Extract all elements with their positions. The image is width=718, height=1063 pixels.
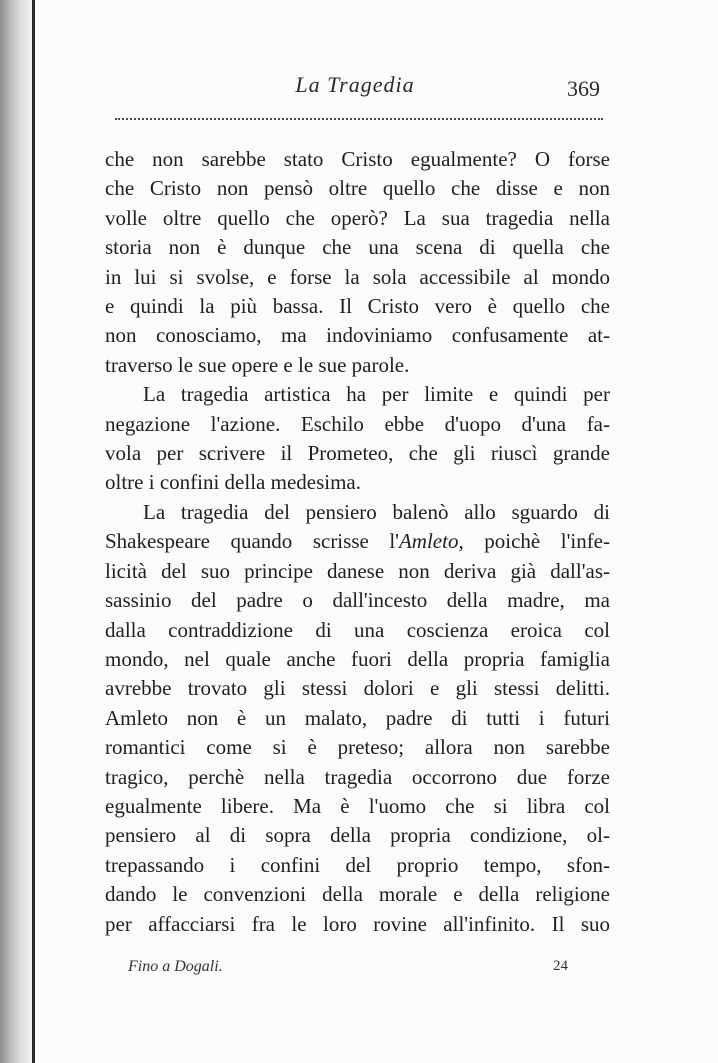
text-line: volle oltre quello che operò? La sua tragedia nella bbox=[105, 205, 610, 230]
text-line-paragraph-start: La tragedia artistica ha per limite e quindi per bbox=[143, 382, 610, 407]
body-text bbox=[105, 145, 610, 939]
text-line-paragraph-end: oltre i confini della medesima. bbox=[105, 470, 361, 495]
header-divider bbox=[115, 118, 603, 120]
text-line: sassinio del padre o dall'incesto della madre, ma bbox=[105, 588, 610, 613]
text-line: trepassando i confini del proprio tempo, sfon- bbox=[105, 852, 610, 877]
work-title-amleto: Amleto, bbox=[398, 529, 464, 554]
text-line: mondo, nel quale anche fuori della propria famiglia bbox=[105, 646, 610, 671]
text-line: e quindi la più bassa. Il Cristo vero è quello che bbox=[105, 294, 610, 319]
page-number: 369 bbox=[567, 76, 600, 101]
page-binding-shadow bbox=[0, 0, 36, 1063]
text-line: che Cristo non pensò oltre quello che disse e non bbox=[105, 176, 610, 201]
text-segment: Shakespeare quando scrisse l' bbox=[105, 529, 399, 554]
text-line: dalla contraddizione di una coscienza eroica col bbox=[105, 617, 610, 642]
page-footer bbox=[128, 958, 568, 982]
text-line: per affacciarsi fra le loro rovine all'infinito. Il suo bbox=[105, 911, 610, 936]
text-line: romantici come si è preteso; allora non sarebbe bbox=[105, 735, 610, 760]
text-segment: poichè l'infe- bbox=[463, 529, 610, 554]
text-line: vola per scrivere il Prometeo, che gli riuscì grande bbox=[105, 441, 610, 466]
text-line-paragraph-end: traverso le sue opere e le sue parole. bbox=[105, 352, 410, 377]
text-line: che non sarebbe stato Cristo egualmente? O forse bbox=[105, 147, 610, 171]
running-title: La Tragedia bbox=[295, 72, 415, 97]
text-line: storia non è dunque che una scena di quella che bbox=[105, 235, 610, 260]
text-line: in lui si svolse, e forse la sola accessibile al mondo bbox=[105, 264, 610, 289]
text-line: non conosciamo, ma indoviniamo confusamente at- bbox=[105, 323, 610, 348]
text-line: egualmente libere. Ma è l'uomo che si libra col bbox=[105, 793, 610, 818]
text-line: licità del suo principe danese non deriva già dall'as- bbox=[105, 558, 610, 583]
text-line: pensiero al di sopra della propria condizione, ol- bbox=[105, 823, 610, 848]
page-header bbox=[110, 72, 600, 108]
signature-number: 24 bbox=[553, 958, 568, 974]
printer-signature: Fino a Dogali. bbox=[128, 958, 223, 975]
text-line: tragico, perchè nella tragedia occorrono due forze bbox=[105, 764, 610, 789]
text-line: dando le convenzioni della morale e della religione bbox=[105, 882, 610, 907]
page-binding-edge bbox=[32, 0, 35, 1063]
text-line: avrebbe trovato gli stessi dolori e gli stessi delitti. bbox=[105, 676, 610, 701]
text-line: negazione l'azione. Eschilo ebbe d'uopo d'una fa- bbox=[105, 411, 610, 436]
text-line-with-title bbox=[105, 527, 610, 556]
text-line: Amleto non è un malato, padre di tutti i futuri bbox=[105, 705, 610, 730]
text-line-paragraph-start: La tragedia del pensiero balenò allo sguardo di bbox=[143, 499, 610, 524]
